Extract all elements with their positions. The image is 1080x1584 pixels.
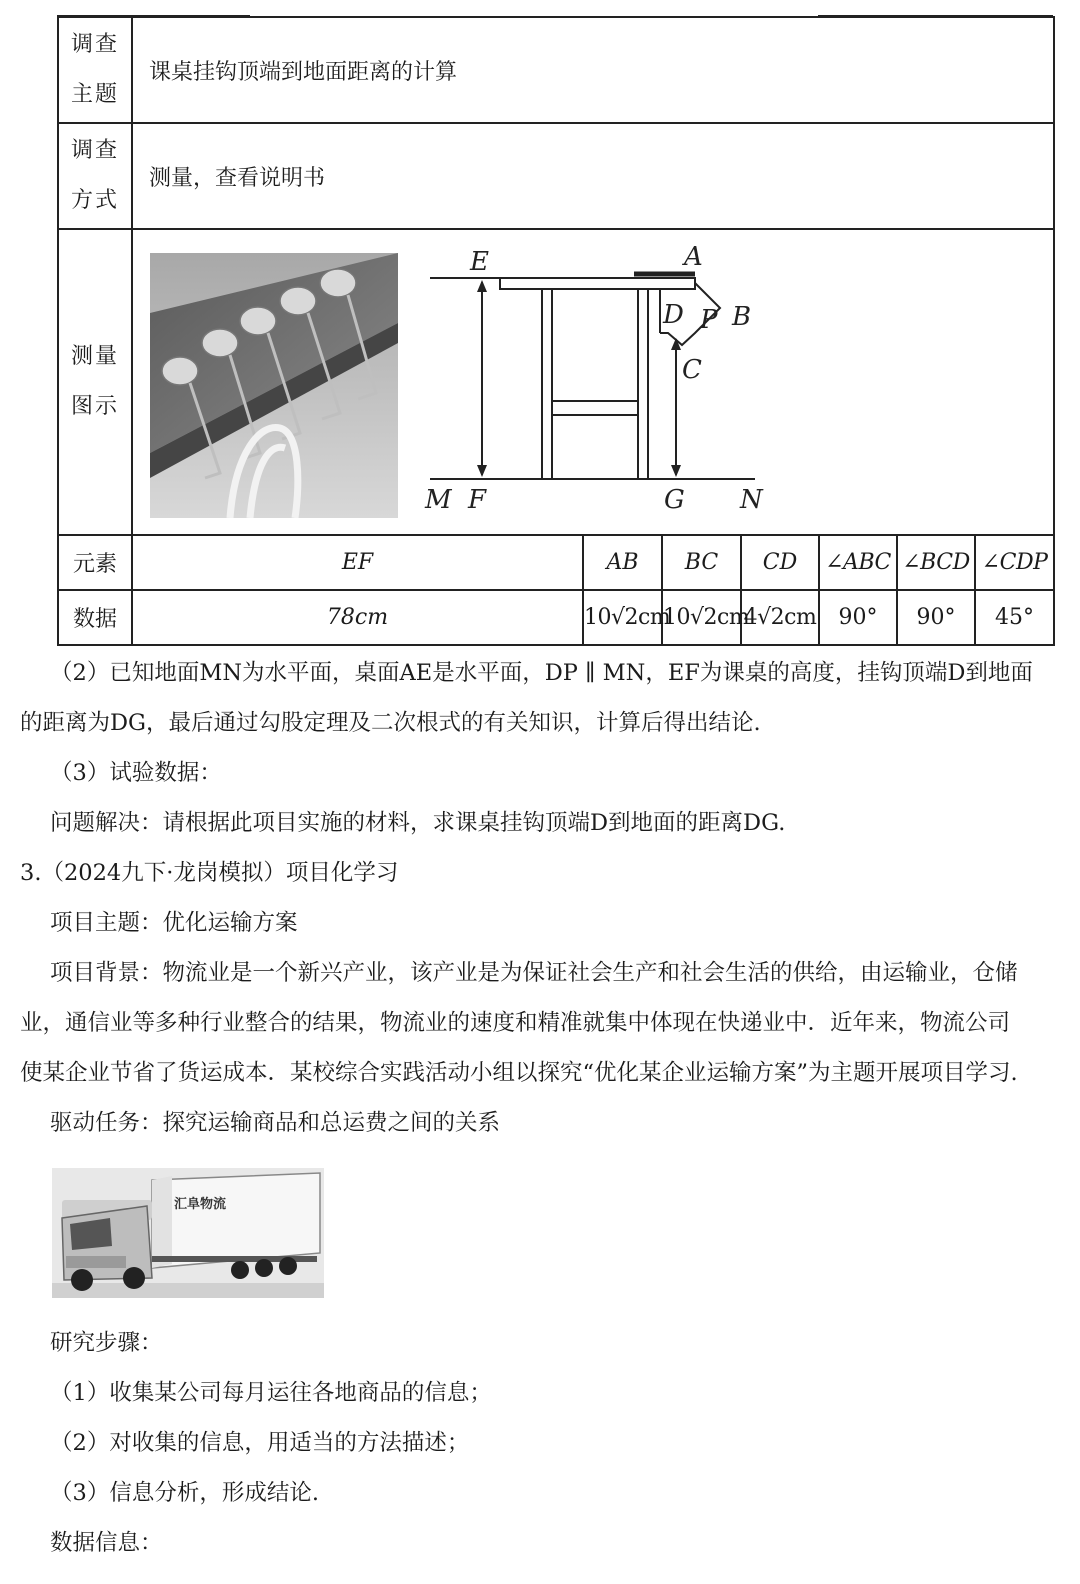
header-ef: EF: [132, 535, 583, 590]
label-g: G: [664, 485, 685, 515]
para-test-data: （3）试验数据：: [50, 760, 222, 786]
header-label: 元素: [58, 535, 132, 590]
label-m: M: [425, 485, 452, 515]
label-d: D: [663, 300, 684, 330]
project-background-3: 使某企业节省了货运成本．某校综合实践活动小组以探究“优化某企业运输方案”为主题开展项目学习.: [20, 1060, 1018, 1086]
table-row-method: [58, 123, 1054, 229]
truck-logo-text: 汇阜物流: [174, 1197, 227, 1212]
header-ab: AB: [583, 535, 662, 590]
table-row-data: [58, 590, 1054, 645]
data-label: 数据: [58, 590, 132, 645]
research-step-3: （3）信息分析，形成结论.: [50, 1480, 319, 1506]
table-row-theme: [58, 17, 1054, 123]
data-angle-bcd: 90°: [897, 590, 975, 645]
header-angle-cdp: ∠CDP: [975, 535, 1054, 590]
label-method-line1: 调查: [70, 138, 119, 163]
label-method: [58, 123, 132, 229]
project-background-1: 项目背景：物流业是一个新兴产业，该产业是为保证社会生产和社会生活的供给，由运输业，仓储: [50, 960, 1018, 986]
research-steps-title: 研究步骤：: [50, 1330, 163, 1356]
label-n: N: [740, 485, 763, 515]
para-problem-solve: 问题解决：请根据此项目实施的材料，求课桌挂钩顶端D到地面的距离DG.: [50, 810, 786, 836]
project-background-2: 业，通信业等多种行业整合的结果，物流业的速度和精准就集中体现在快递业中．近年来，物流公司: [20, 1010, 1011, 1036]
para-known-2: 的距离为DG，最后通过勾股定理及二次根式的有关知识，计算后得出结论.: [20, 710, 761, 736]
label-c: C: [682, 355, 702, 385]
theme-content: 课桌挂钩顶端到地面距离的计算: [132, 17, 1054, 123]
label-p: P: [700, 305, 718, 335]
question-3-title: 3.（2024九下·龙岗模拟）项目化学习: [20, 860, 399, 886]
header-angle-bcd: ∠BCD: [897, 535, 975, 590]
label-theme: [58, 17, 132, 123]
label-figure-line2: 图示: [70, 394, 119, 419]
label-figure-line1: 测量: [70, 344, 119, 369]
project-theme: 项目主题：优化运输方案: [50, 910, 298, 936]
data-bc: 10√2cm: [662, 590, 741, 645]
data-ab: 10√2cm: [583, 590, 662, 645]
data-ef: 78cm: [132, 590, 583, 645]
para-known-1: （2）已知地面MN为水平面，桌面AE是水平面，DP ∥ MN，EF为课桌的高度，挂钩顶端D到地面: [50, 660, 1033, 686]
data-angle-abc: 90°: [819, 590, 897, 645]
label-method-line2: 方式: [70, 188, 119, 213]
header-cd: CD: [741, 535, 819, 590]
table-row-elements: [58, 535, 1054, 590]
data-cd: 4√2cm: [741, 590, 819, 645]
label-b: B: [732, 302, 752, 332]
method-content: 测量，查看说明书: [132, 123, 1054, 229]
header-bc: BC: [662, 535, 741, 590]
data-info-title: 数据信息：: [50, 1530, 163, 1556]
label-a: A: [684, 242, 703, 272]
label-theme-line2: 主题: [70, 82, 119, 107]
label-theme-line1: 调查: [70, 32, 119, 57]
driving-task: 驱动任务：探究运输商品和总运费之间的关系: [50, 1110, 501, 1136]
label-f: F: [468, 485, 487, 515]
label-e: E: [470, 247, 489, 277]
desk-hook-photo: [150, 253, 398, 518]
logistics-truck-photo: [52, 1168, 324, 1298]
label-figure: [58, 229, 132, 535]
research-step-2: （2）对收集的信息，用适当的方法描述；: [50, 1430, 470, 1456]
data-angle-cdp: 45°: [975, 590, 1054, 645]
header-angle-abc: ∠ABC: [819, 535, 897, 590]
desk-geometry-diagram: [420, 238, 780, 523]
research-step-1: （1）收集某公司每月运往各地商品的信息；: [50, 1380, 492, 1406]
